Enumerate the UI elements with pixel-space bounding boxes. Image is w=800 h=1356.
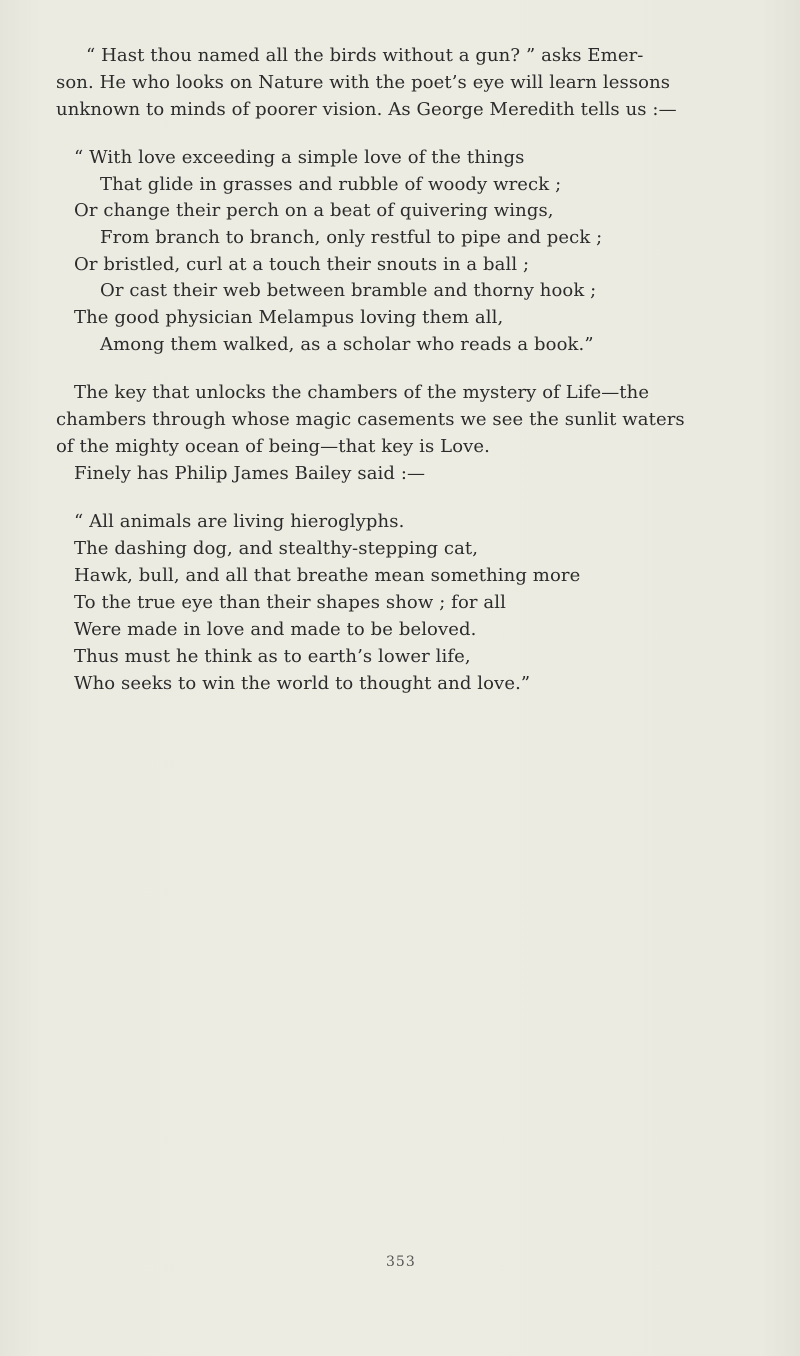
paragraph-1-line-1: “ Hast thou named all the birds without a gun? ” asks Emer- (86, 45, 644, 66)
quote-2-line-4: To the true eye than their shapes show ; for all (74, 592, 506, 613)
quote-1-line-5: Or bristled, curl at a touch their snouts in a ball ; (74, 254, 530, 275)
paragraph-2-line-3: of the mighty ocean of being—that key is Love. (56, 436, 490, 457)
quote-1-line-1: “ With love exceeding a simple love of the things (74, 147, 525, 168)
quote-1-line-8: Among them walked, as a scholar who reads a book.” (100, 334, 594, 355)
paragraph-1-line-3: unknown to minds of poorer vision. As George Meredith tells us :— (56, 99, 677, 120)
quote-1-line-7: The good physician Melampus loving them all, (74, 307, 504, 328)
quote-1-line-4: From branch to branch, only restful to pipe and peck ; (100, 227, 603, 248)
quote-2-line-2: The dashing dog, and stealthy-stepping cat, (74, 538, 479, 559)
page-number: 353 (386, 1254, 416, 1270)
quote-2-line-3: Hawk, bull, and all that breathe mean something more (74, 565, 581, 586)
quote-2-line-1: “ All animals are living hieroglyphs. (74, 511, 405, 532)
quote-2-line-6: Thus must he think as to earth’s lower life, (74, 646, 471, 667)
quote-1-line-2: That glide in grasses and rubble of woody wreck ; (100, 174, 562, 195)
paragraph-2-line-1: The key that unlocks the chambers of the mystery of Life—the (74, 382, 650, 403)
paragraph-1-line-2: son. He who looks on Nature with the poet’s eye will learn lessons (56, 72, 671, 93)
quote-2-line-5: Were made in love and made to be beloved. (74, 619, 477, 640)
quote-1-line-6: Or cast their web between bramble and thorny hook ; (100, 280, 597, 301)
paragraph-2-line-4: Finely has Philip James Bailey said :— (74, 463, 426, 484)
quote-1-line-3: Or change their perch on a beat of quivering wings, (74, 200, 554, 221)
quote-2-line-7: Who seeks to win the world to thought and love.” (74, 673, 531, 694)
paragraph-2-line-2: chambers through whose magic casements we see the sunlit waters (56, 409, 685, 430)
